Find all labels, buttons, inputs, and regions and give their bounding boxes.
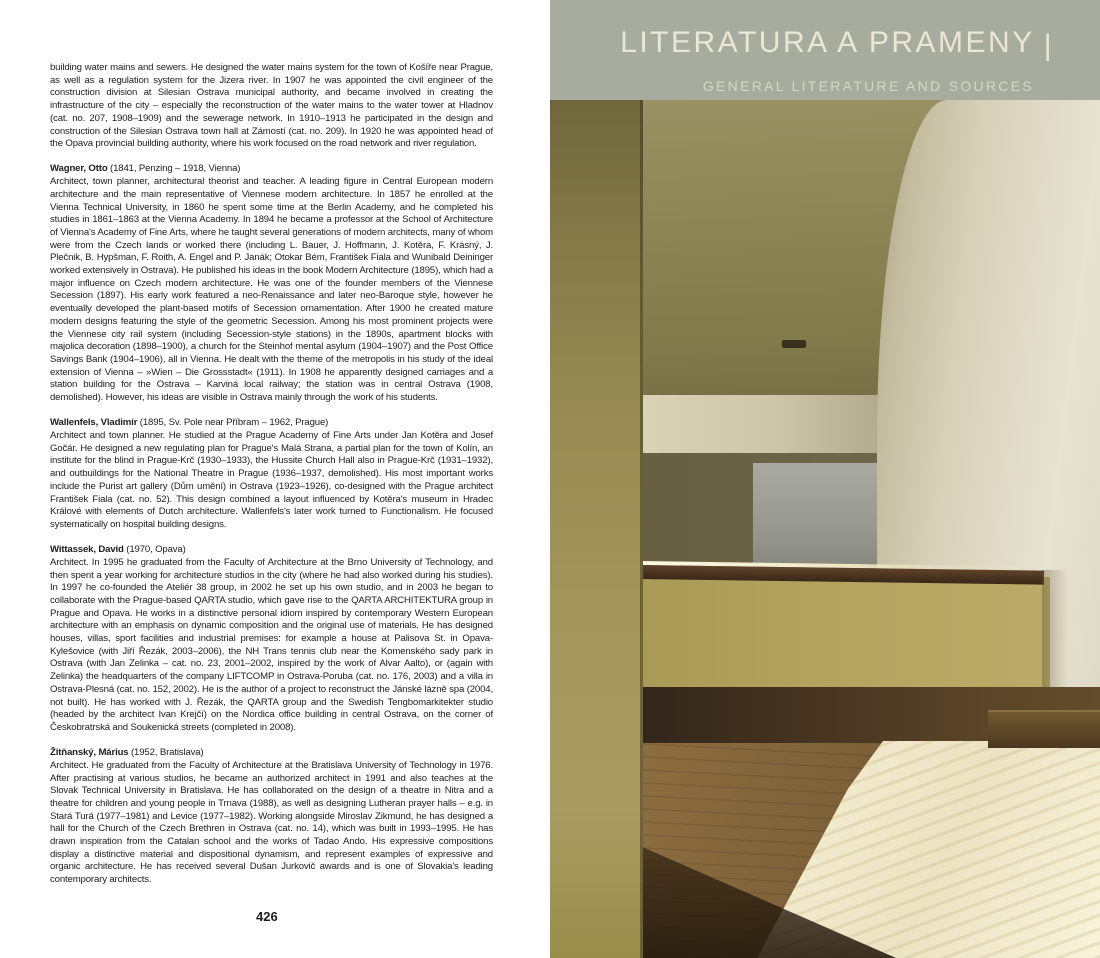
entry-heading (50, 544, 493, 557)
architect-name: Wittassek, David (50, 544, 124, 556)
chapter-title (620, 25, 1054, 62)
photo-ceiling-vent (782, 340, 806, 348)
architect-name: Wallenfels, Vladimír (50, 417, 138, 429)
entry-body: Architect and town planner. He studied at the Prague Academy of Fine Arts under Jan Kotěra and Josef Gočár. He designed a new regulating plan for Prague's Malá Strana, a partial plan for the town of Kolín, an institute for the blind in Prague-Krč (1930–1933), the Hussite Church Hall also in Prague-Krč (1931–1932), and outbuildings for the National Theatre in Prague (1936–1937, demolished). His most important works include the Purist art gallery (Dům umění) in Ostrava (1923–1926), co-designed with the Prague architect František Fiala (cat. no. 52). This design combined a layout influenced by Kotěra's museum in Hradec Králové with elements of Dutch architecture. Wallenfels's later work turned to Functionalism. He focused systematically on hospital building designs. (50, 429, 493, 530)
photo-gray-wall-panel (753, 463, 884, 575)
chapter-title-text: LITERATURA A PRAMENY (620, 25, 1035, 59)
photo-page (550, 0, 1100, 958)
photo-lower-step (988, 710, 1100, 748)
architect-entry-wagner (50, 163, 493, 404)
page-number: 426 (256, 909, 278, 924)
entry-heading (50, 417, 493, 430)
architect-entry-wallenfels (50, 417, 493, 531)
intro-paragraph: building water mains and sewers. He designed the water mains system for the town of Košíře near Prague, as well as a regulation system for the Jizera river. In 1907 he was appointed the civil engineer of the construction division at Silesian Ostrava municipal authority, and became involved in creating the infrastructure of the city – especially the reconstruction of the water mains to the water tower at Hladnov (cat. no. 207, 1908–1909) and the sewerage network. In 1910–1913 he participated in the design and construction of the Silesian Ostrava town hall at Zámostí (cat. no. 209). In 1920 he was appointed head of the Opava provincial building authority, where his work focused on the road network and river regulation. (50, 62, 493, 150)
interior-photo (550, 100, 1100, 958)
text-column (50, 62, 493, 887)
chapter-title-band (550, 0, 1100, 100)
title-divider-bar: | (1043, 28, 1054, 62)
architect-dates: (1952, Bratislava) (128, 747, 204, 759)
entry-body: Architect. In 1995 he graduated from the Faculty of Architecture at the Brno University of Technology, and then spent a year working for architecture studios in the city (where he had also worked during his studies). In 1997 he co-founded the Ateliér 38 group, in 2002 he set up his own studio, and in 2003 he began to collaborate with the Prague-based QARTA studio, which gave rise to the QARTA ARCHITEKTURA group in Prague and Opava. He works in a distinctive personal idiom inspired by contemporary Western European architecture with an emphasis on dynamic composition and the original use of materials. He has designed houses, villas, sport facilities and industrial premises: for example a house at Palisova St. in Opava-Kylešovice (with Jiří Řezák, 2003–2006), the NH Trans tennis club near the Komenského sady park in Ostrava (with Jan Zelinka – cat. no. 23, 2001–2002, inspired by the work of Alvar Aalto), or (again with Zelinka) the headquarters of the company LIFTCOMP in Ostrava-Poruba (cat. no. 176, 2003) and a villa in Ostrava-Plesná (cat. no. 152, 2002). He is the author of a project to reconstruct the Jánské lázně spa (2004, not built). He has worked with J. Řezák, the QARTA group and the Swedish Tengbomarkitekter studio (headed by the architect Ivan Krejčí) on the Nordica office building in central Ostrava, on the corner of Českobratrská and Soukenická streets (completed in 2008). (50, 556, 493, 733)
architect-name: Žitňanský, Márius (50, 747, 129, 759)
architect-entry-zitnansky (50, 747, 493, 887)
entry-heading (50, 747, 493, 760)
architect-dates: (1895, Sv. Pole near Příbram – 1962, Prague) (137, 417, 329, 429)
entry-body: Architect, town planner, architectural theorist and teacher. A leading figure in Central European modern architecture and the main representative of Viennese modern architecture. In 1857 he enrolled at the Vienna Technical University, in 1860 he spent some time at the Berlin Academy, and he completed his studies in 1861–1863 at the Vienna Academy. In 1894 he became a professor at the School of Architecture of Vienna's Academy of Fine Arts, where he taught several generations of modern architects, many of whom were from the Czech lands or worked there (including L. Bauer, J. Hoffmann, J. Kotěra, F. Krásný, J. Plečnik, B. Hypšman, F. Roith, A. Engel and P. Janák; Otokar Bém, František Fiala and Wunibald Deininger worked extensively in Ostrava). He published his ideas in the book Modern Architecture (1895), which had a major influence on Czech modern architecture. He was one of the founder members of the Viennese Secession (1897). His early work featured a neo-Renaissance and later neo-Baroque style, however he eventually developed the plant-based motifs of Secession ornamentation. After 1900 he created mature modern designs featuring the style of the geometric Secession. Among his most prominent projects were the Viennese city rail system (including Secession-style stations) in the 1890s, apartment blocks with majolica decoration (1898–1900), a church for the Steinhof mental asylum (1904–1907) and the Post Office Savings Bank (1904–1906), all in Vienna. He dealt with the theme of the metropolis in his study of the ideal extension of Vienna – »Wien – Die Grossstadt« (1911). In 1908 he apparently designed carriages and a station building for the Ostrava – Karviná local railway; the station was in central Ostrava (1908, demolished). However, his ideas are visible in Ostrava mainly through the work of his students. (50, 176, 493, 404)
architect-dates: (1970, Opava) (123, 544, 186, 556)
photo-left-pillar (550, 100, 643, 958)
entry-heading (50, 163, 493, 176)
entry-body: Architect. He graduated from the Faculty of Architecture at the Bratislava University of Technology in 1976. After practising at various studios, he became an authorized architect in 1991 and also teaches at the Slovak Technical University in Bratislava. He has collaborated on the design of a theatre in Nitra and a theatre for children and young people in Trnava (1988), as well as designing Lutheran prayer halls – e.g. in Stará Turá (1977–1981) and Levice (1977–1982). Working alongside Miroslav Zikmund, he has designed a hall for the Church of the Czech Brethren in Ostrava (cat. no. 14), which was built in 1993–1995. He has drawn inspiration from the Catalan school and the works of Tadao Ando. His expressive compositions display a distinctive material and dispositional dynamism, and represent examples of expressive and organic architecture. He has received several Dušan Jurkovič awards and is one of Slovakia's leading contemporary architects. (50, 759, 493, 886)
architect-dates: (1841, Penzing – 1918, Vienna) (107, 163, 241, 175)
chapter-subtitle: GENERAL LITERATURE AND SOURCES (702, 78, 1034, 94)
photo-parapet-wall (640, 577, 1050, 693)
architect-name: Wagner, Otto (50, 163, 108, 175)
architect-entry-wittassek (50, 544, 493, 735)
photo-lit-wall-strip (636, 395, 888, 453)
